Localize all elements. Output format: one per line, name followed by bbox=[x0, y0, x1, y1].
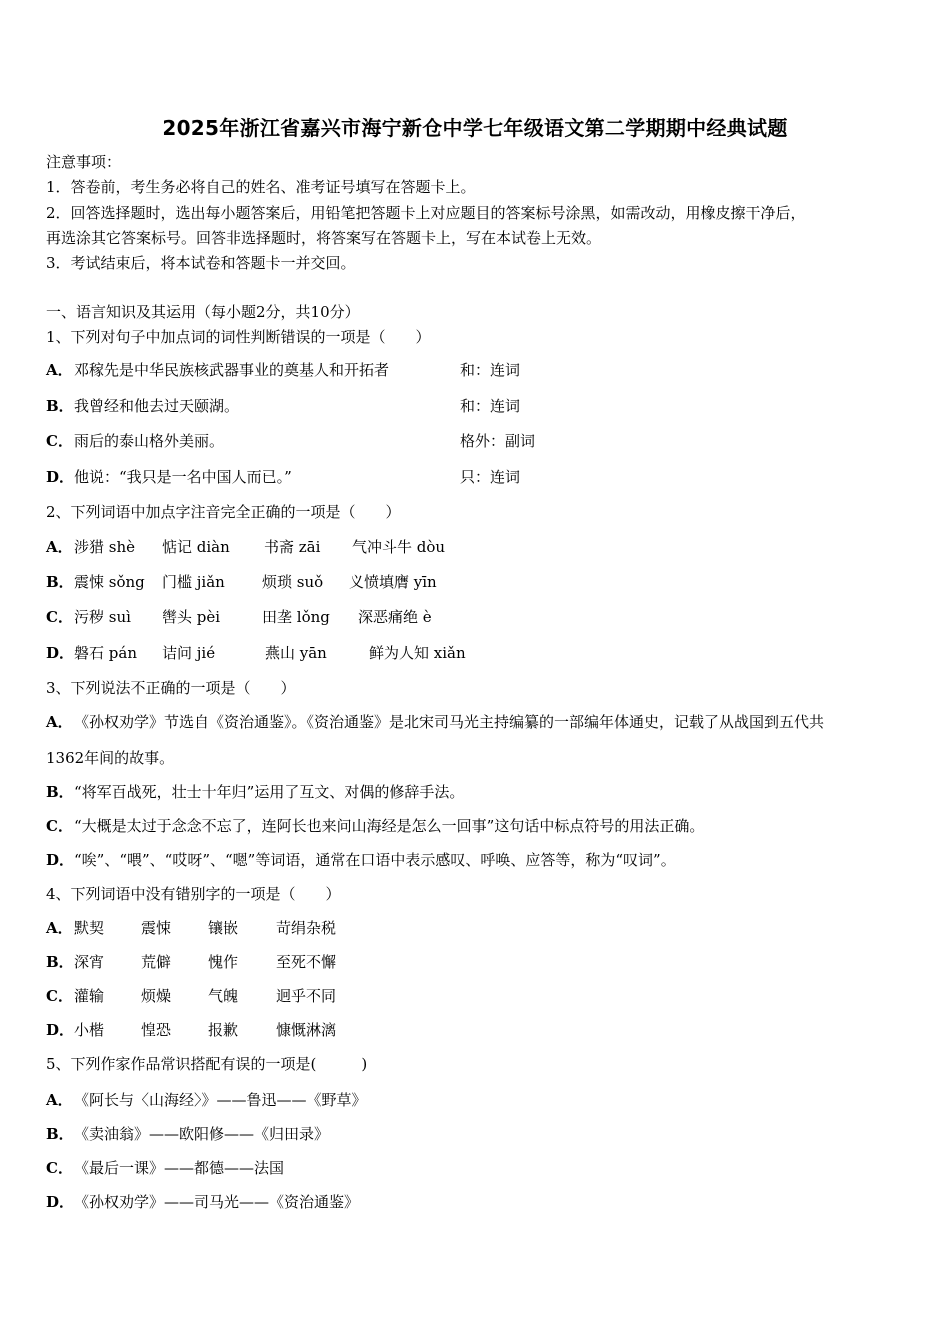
notice-item: 1．答卷前，考生务必将自己的姓名、准考证号填写在答题卡上。 bbox=[46, 178, 476, 196]
word: 迥乎不同 bbox=[276, 987, 337, 1005]
option-letter: D． bbox=[46, 468, 75, 486]
page-title: 2025年浙江省嘉兴市海宁新仓中学七年级语文第二学期期中经典试题 bbox=[162, 116, 788, 140]
option-text: 他说：“我只是一名中国人而已。” bbox=[74, 468, 292, 486]
word: 震悚 bbox=[141, 919, 172, 937]
word: 烦燥 bbox=[141, 987, 172, 1005]
notice-heading: 注意事项： bbox=[46, 153, 122, 171]
word: 报歉 bbox=[208, 1021, 239, 1039]
option-text: 《卖油翁》——欧阳修——《归田录》 bbox=[74, 1125, 330, 1143]
question-3-stem: 3、下列说法不正确的一项是（ ） bbox=[46, 679, 296, 697]
option-text: 邓稼先是中华民族核武器事业的奠基人和开拓者 bbox=[74, 361, 390, 379]
option-text: 《最后一课》——都德——法国 bbox=[74, 1159, 285, 1177]
option-text: “大概是太过于念念不忘了，连阿长也来问山海经是怎么一回事”这句话中标点符号的用法正确。 bbox=[74, 817, 705, 835]
word: 深恶痛绝 è bbox=[358, 608, 432, 626]
q1-option-c-judge: 格外：副词 bbox=[460, 432, 536, 450]
option-letter: A． bbox=[46, 919, 73, 937]
word: 书斋 zāi bbox=[264, 538, 321, 556]
option-letter: D． bbox=[46, 851, 75, 869]
word: 诘问 jié bbox=[162, 644, 216, 662]
word: 气魄 bbox=[208, 987, 239, 1005]
word: 气冲斗牛 dòu bbox=[352, 538, 446, 556]
q3-option-a-cont: 1362年间的故事。 bbox=[46, 749, 175, 767]
word: 惶恐 bbox=[141, 1021, 172, 1039]
word: 至死不懈 bbox=[276, 953, 337, 971]
word: 田垄 lǒng bbox=[262, 608, 330, 626]
q4-option-b bbox=[46, 952, 74, 972]
option-letter: D． bbox=[46, 1193, 75, 1211]
option-letter: A． bbox=[46, 361, 73, 379]
q1-option-a-judge: 和：连词 bbox=[460, 361, 521, 379]
notice-item: 再选涂其它答案标号。回答非选择题时，将答案写在答题卡上，写在本试卷上无效。 bbox=[46, 229, 602, 247]
q1-option-c bbox=[46, 431, 224, 451]
option-letter: C． bbox=[46, 1159, 73, 1177]
q5-option-b bbox=[46, 1124, 329, 1144]
q2-option-b bbox=[46, 572, 74, 592]
q1-option-b bbox=[46, 396, 239, 416]
word: 灌输 bbox=[74, 987, 105, 1005]
q5-option-a bbox=[46, 1090, 367, 1110]
q4-option-c bbox=[46, 986, 74, 1006]
option-letter: A． bbox=[46, 538, 73, 556]
option-letter: C． bbox=[46, 432, 73, 450]
q1-option-d-judge: 只：连词 bbox=[460, 468, 521, 486]
word: 荒僻 bbox=[141, 953, 172, 971]
word: 门槛 jiǎn bbox=[162, 573, 225, 591]
option-letter: A． bbox=[46, 713, 73, 731]
q2-option-a bbox=[46, 537, 74, 557]
word: 愧作 bbox=[208, 953, 239, 971]
word: 默契 bbox=[74, 919, 105, 937]
question-1-stem: 1、下列对句子中加点词的词性判断错误的一项是（ ） bbox=[46, 328, 431, 346]
option-text: “唉”、“喂”、“哎呀”、“嗯”等词语，通常在口语中表示感叹、呼唤、应答等，称为“叹词”。 bbox=[74, 851, 676, 869]
q1-option-a bbox=[46, 360, 389, 380]
word: 辔头 pèi bbox=[162, 608, 221, 626]
option-letter: C． bbox=[46, 987, 73, 1005]
option-text: 《孙权劝学》——司马光——《资治通鉴》 bbox=[74, 1193, 360, 1211]
q2-option-d bbox=[46, 643, 74, 663]
word: 义愤填膺 yīn bbox=[349, 573, 437, 591]
q4-option-d bbox=[46, 1020, 74, 1040]
word: 慷慨淋漓 bbox=[276, 1021, 337, 1039]
q1-option-d bbox=[46, 467, 292, 487]
option-letter: D． bbox=[46, 1021, 75, 1039]
option-text: 《阿长与〈山海经〉》——鲁迅——《野草》 bbox=[74, 1091, 367, 1109]
word: 小楷 bbox=[74, 1021, 105, 1039]
q5-option-d bbox=[46, 1192, 359, 1212]
option-letter: C． bbox=[46, 817, 73, 835]
q3-option-d bbox=[46, 850, 676, 870]
option-letter: A． bbox=[46, 1091, 73, 1109]
notice-item: 3．考试结束后，将本试卷和答题卡一并交回。 bbox=[46, 254, 356, 272]
word: 污秽 suì bbox=[74, 608, 131, 626]
q3-option-a bbox=[46, 712, 824, 732]
option-text: 我曾经和他去过天颐湖。 bbox=[74, 397, 240, 415]
notice-item: 2．回答选择题时，选出每小题答案后，用铅笔把答题卡上对应题目的答案标号涂黑，如需改动，用橡皮擦干净后， bbox=[46, 204, 806, 222]
word: 磐石 pán bbox=[74, 644, 137, 662]
word: 燕山 yān bbox=[265, 644, 327, 662]
word: 震悚 sǒng bbox=[74, 573, 145, 591]
q5-option-c bbox=[46, 1158, 284, 1178]
word: 惦记 diàn bbox=[162, 538, 230, 556]
word: 鲜为人知 xiǎn bbox=[369, 644, 466, 662]
option-text: 雨后的泰山格外美丽。 bbox=[74, 432, 225, 450]
q1-option-b-judge: 和：连词 bbox=[460, 397, 521, 415]
word: 涉猎 shè bbox=[74, 538, 136, 556]
q4-option-a bbox=[46, 918, 74, 938]
option-letter: B． bbox=[46, 953, 74, 971]
q3-option-b bbox=[46, 782, 464, 802]
option-letter: B． bbox=[46, 397, 74, 415]
option-text: 《孙权劝学》节选自《资治通鉴》。《资治通鉴》是北宋司马光主持编纂的一部编年体通史，记载了从战国到五代共 bbox=[74, 713, 825, 731]
option-letter: D． bbox=[46, 644, 75, 662]
word: 烦琐 suǒ bbox=[262, 573, 324, 591]
question-4-stem: 4、下列词语中没有错别字的一项是（ ） bbox=[46, 885, 341, 903]
option-letter: C． bbox=[46, 608, 73, 626]
option-letter: B． bbox=[46, 783, 74, 801]
section-heading: 一、语言知识及其运用（每小题2分，共10分） bbox=[46, 303, 360, 321]
question-5-stem: 5、下列作家作品常识搭配有误的一项是( ) bbox=[46, 1055, 368, 1073]
option-text: “将军百战死，壮士十年归”运用了互文、对偶的修辞手法。 bbox=[74, 783, 465, 801]
question-2-stem: 2、下列词语中加点字注音完全正确的一项是（ ） bbox=[46, 503, 401, 521]
q3-option-c bbox=[46, 816, 704, 836]
option-letter: B． bbox=[46, 573, 74, 591]
word: 镶嵌 bbox=[208, 919, 239, 937]
q2-option-c bbox=[46, 607, 74, 627]
word: 深宵 bbox=[74, 953, 105, 971]
word: 苛绢杂税 bbox=[276, 919, 337, 937]
option-letter: B． bbox=[46, 1125, 74, 1143]
